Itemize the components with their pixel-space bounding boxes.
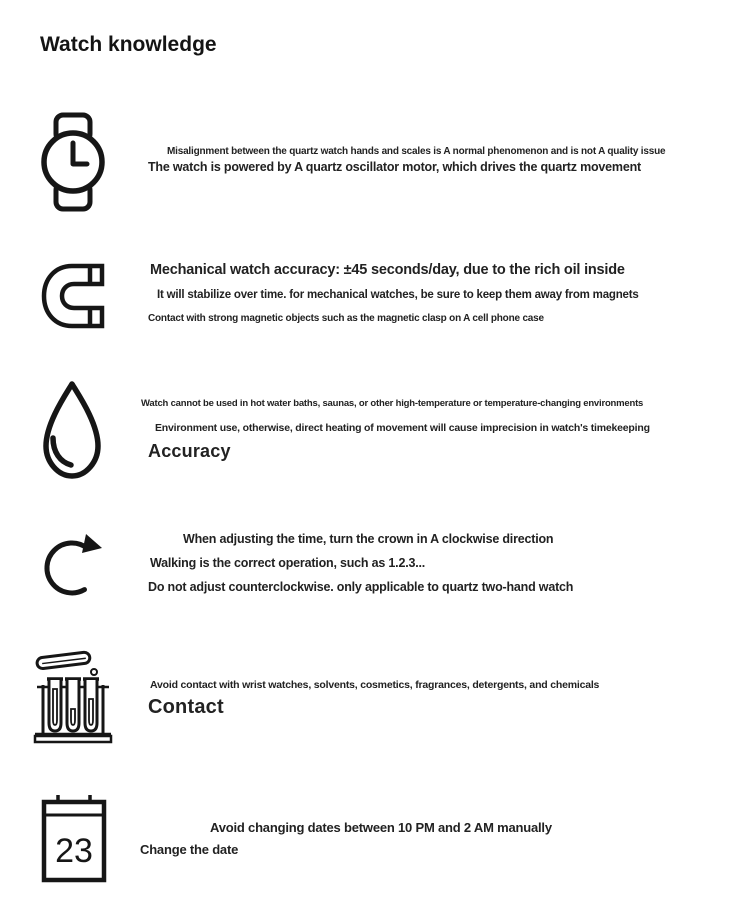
test-tubes-icon <box>33 645 113 745</box>
mechanical-accuracy-text: Mechanical watch accuracy: ±45 seconds/day, due to the rich oil inside <box>150 262 625 278</box>
change-date-heading: Change the date <box>140 842 239 857</box>
calendar-icon <box>40 793 108 885</box>
heating-imprecision-text: Environment use, otherwise, direct heating of movement will cause imprecision in watch's timekeeping <box>155 422 650 434</box>
counterclockwise-warning-text: Do not adjust counterclockwise. only applicable to quartz two-hand watch <box>148 580 574 594</box>
correct-operation-text: Walking is the correct operation, such as 1.2.3... <box>150 556 426 570</box>
date-change-warning-text: Avoid changing dates between 10 PM and 2 AM manually <box>210 820 552 835</box>
page-title: Watch knowledge <box>40 33 217 56</box>
quartz-movement-text: The watch is powered by A quartz oscillator motor, which drives the quartz movement <box>148 160 641 174</box>
wristwatch-icon <box>40 112 106 212</box>
clockwise-rotation-icon <box>42 522 106 604</box>
quartz-misalignment-note: Misalignment between the quartz watch hands and scales is A normal phenomenon and is not A quality issue <box>167 146 666 157</box>
clockwise-crown-text: When adjusting the time, turn the crown in A clockwise direction <box>183 532 554 546</box>
water-drop-icon <box>38 378 106 483</box>
magnet-icon <box>40 261 106 331</box>
contact-heading: Contact <box>148 696 224 718</box>
magnetic-clasp-note: Contact with strong magnetic objects such as the magnetic clasp on A cell phone case <box>148 313 544 324</box>
accuracy-heading: Accuracy <box>148 441 231 461</box>
hot-water-warning-note: Watch cannot be used in hot water baths, saunas, or other high-temperature or temperature-changing environments <box>141 398 644 409</box>
magnet-warning-text: It will stabilize over time. for mechanical watches, be sure to keep them away from magnets <box>157 289 639 301</box>
calendar-day-number: 23 <box>55 832 93 870</box>
chemicals-warning-text: Avoid contact with wrist watches, solvents, cosmetics, fragrances, detergents, and chemicals <box>150 679 600 691</box>
